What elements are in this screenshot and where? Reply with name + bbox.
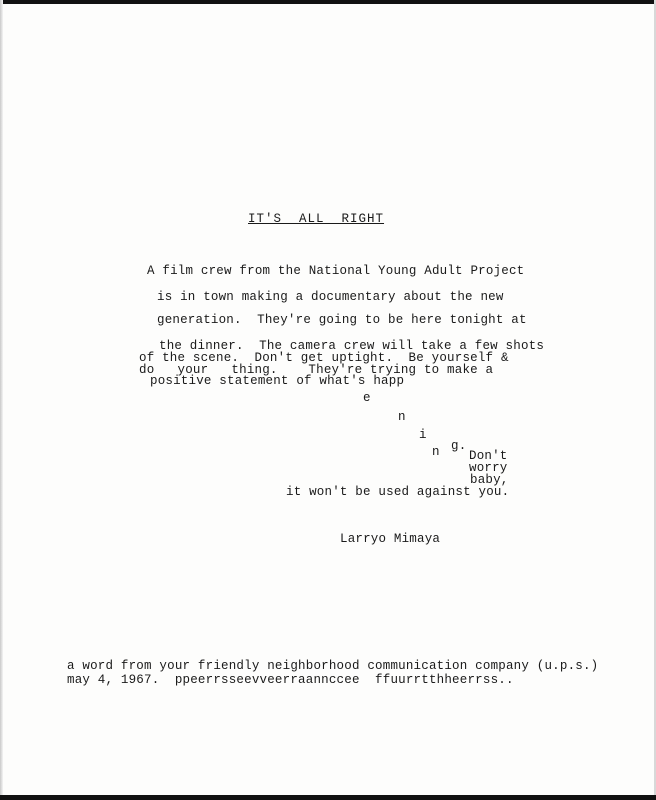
poem-title: IT'S ALL RIGHT [248, 212, 385, 226]
cascade-letter-e: e [363, 391, 371, 405]
poem-line-2: is in town making a documentary about the new [157, 290, 504, 304]
cascade-letter-n-2: n [432, 445, 440, 459]
poem-line-7: positive statement of what's happ [150, 374, 405, 388]
poem-word-dont: Don't [469, 449, 508, 463]
cascade-letter-g: g. [451, 439, 467, 453]
poem-line-6: do your thing. They're trying to make a [139, 363, 494, 377]
cascade-letter-i: i [419, 428, 427, 442]
cascade-letter-n: n [398, 410, 406, 424]
poem-word-baby: baby, [470, 473, 509, 487]
scan-edge-bottom [0, 795, 656, 800]
poem-line-5: of the scene. Don't get uptight. Be yourself & [139, 351, 509, 365]
poem-line-3: generation. They're going to be here tonight at [157, 313, 527, 327]
scan-edge-top [0, 0, 656, 4]
poem-line-1: A film crew from the National Young Adult Project [147, 264, 525, 278]
author-signature: Larryo Mimaya [340, 532, 441, 546]
footer-line-1: a word from your friendly neighborhood communication company (u.p.s.) [67, 659, 599, 673]
footer-line-2: may 4, 1967. ppeerrsseevveerraannccee ffuurrtthheerrss.. [67, 673, 514, 687]
poem-word-worry: worry [469, 461, 508, 475]
poem-last-line: it won't be used against you. [286, 485, 510, 499]
poem-line-4: the dinner. The camera crew will take a few shots [159, 339, 545, 353]
scan-edge-left [0, 0, 3, 800]
